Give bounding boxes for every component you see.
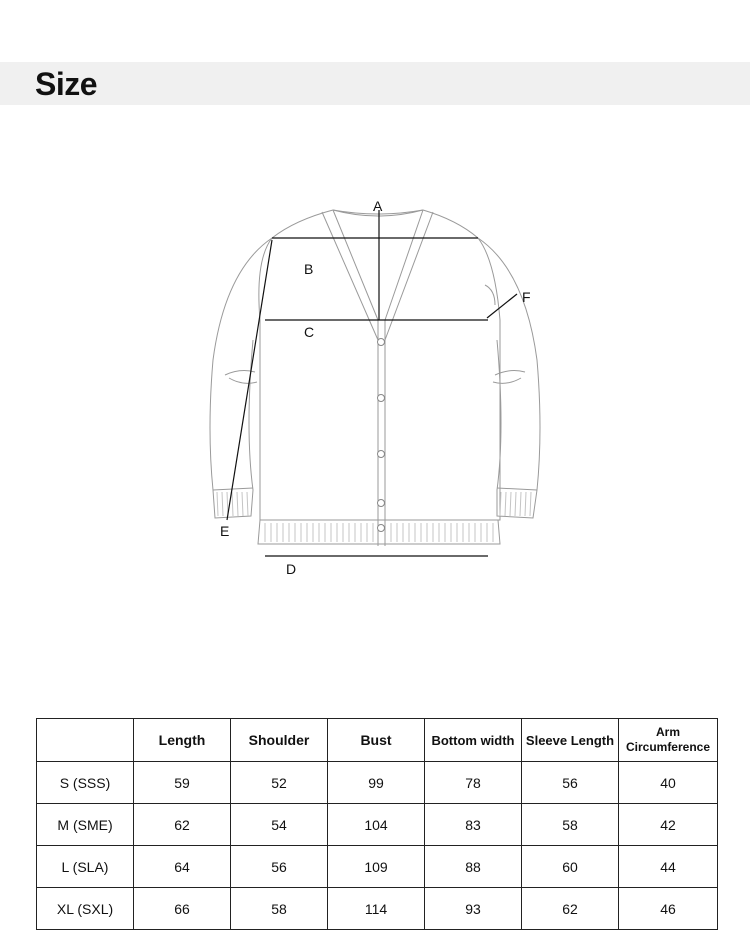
bust-value: 99	[328, 762, 425, 804]
bust-value: 104	[328, 804, 425, 846]
sleeve-length-value: 60	[522, 846, 619, 888]
table-row	[37, 804, 718, 846]
label-f: F	[522, 289, 531, 305]
label-d: D	[286, 561, 297, 577]
sleeve-length-value: 62	[522, 888, 619, 930]
header-bust: Bust	[328, 719, 425, 762]
size-label: S (SSS)	[37, 762, 134, 804]
button-4	[378, 500, 385, 507]
length-value: 59	[134, 762, 231, 804]
bottom-width-value: 88	[425, 846, 522, 888]
shoulder-value: 54	[231, 804, 328, 846]
length-value: 66	[134, 888, 231, 930]
header-size	[37, 719, 134, 762]
measure-line-f	[487, 294, 517, 318]
arm-circumference-value: 40	[619, 762, 718, 804]
label-b: B	[304, 261, 314, 277]
shoulder-value: 58	[231, 888, 328, 930]
header-sleeve-length: Sleeve Length	[522, 719, 619, 762]
title-band	[0, 62, 750, 105]
bottom-width-value: 83	[425, 804, 522, 846]
arm-circumference-value: 42	[619, 804, 718, 846]
page-title: Size	[35, 66, 98, 102]
arm-circumference-value: 46	[619, 888, 718, 930]
label-c: C	[304, 324, 315, 340]
table-row	[37, 762, 718, 804]
length-value: 62	[134, 804, 231, 846]
table-header-row	[37, 719, 718, 762]
header-arm-circumference: Arm Circumference	[619, 719, 718, 762]
shoulder-value: 56	[231, 846, 328, 888]
cardigan-placket	[378, 320, 385, 546]
bottom-width-value: 93	[425, 888, 522, 930]
header-length: Length	[134, 719, 231, 762]
size-chart-table	[36, 718, 718, 930]
header-shoulder: Shoulder	[231, 719, 328, 762]
bust-value: 114	[328, 888, 425, 930]
label-e: E	[220, 523, 230, 539]
bust-value: 109	[328, 846, 425, 888]
header-bottom-width: Bottom width	[425, 719, 522, 762]
size-label: L (SLA)	[37, 846, 134, 888]
sleeve-length-value: 56	[522, 762, 619, 804]
shoulder-value: 52	[231, 762, 328, 804]
arm-circumference-value: 44	[619, 846, 718, 888]
button-3	[378, 451, 385, 458]
length-value: 64	[134, 846, 231, 888]
bottom-width-value: 78	[425, 762, 522, 804]
sleeve-length-value: 58	[522, 804, 619, 846]
size-label: M (SME)	[37, 804, 134, 846]
cardigan-right-sleeve	[478, 238, 540, 518]
size-label: XL (SXL)	[37, 888, 134, 930]
table-row	[37, 888, 718, 930]
table-row	[37, 846, 718, 888]
button-2	[378, 395, 385, 402]
button-5	[378, 525, 385, 532]
cardigan-measurement-diagram	[195, 190, 555, 580]
label-a: A	[373, 198, 383, 214]
cardigan-hem	[258, 520, 500, 544]
button-1	[378, 339, 385, 346]
cardigan-left-sleeve	[210, 238, 272, 518]
